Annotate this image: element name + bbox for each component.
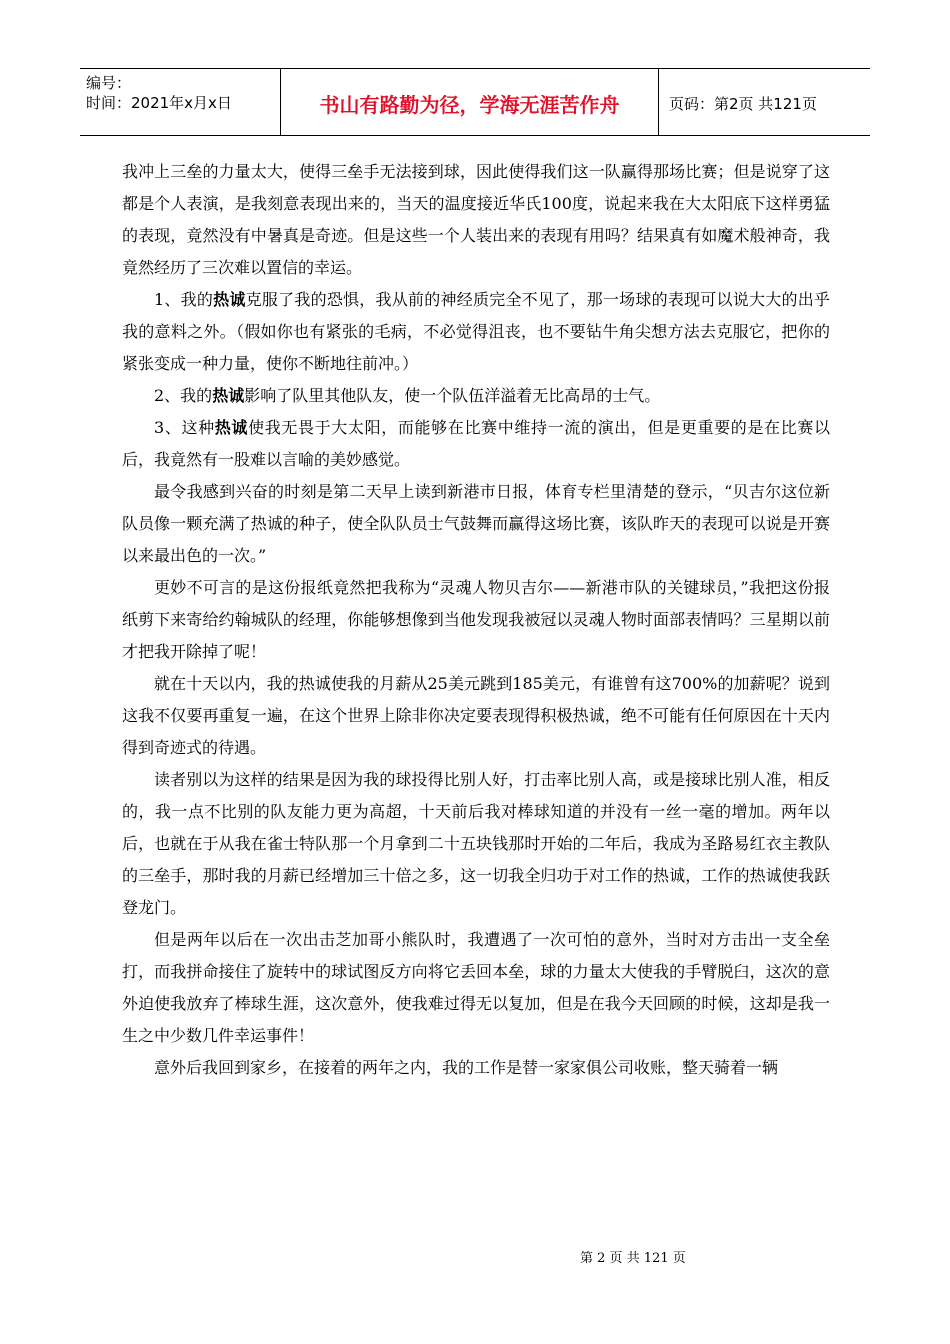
header-info-cell — [80, 69, 281, 135]
page-header — [80, 68, 870, 136]
paragraph: 1、我的热诚克服了我的恐惧，我从前的神经质完全不见了，那一场球的表现可以说大大的出乎我的意料之外。（假如你也有紧张的毛病，不必觉得沮丧，也不要钻牛角尖想方法去克服它，把你的紧张变成一种力量，使你不断地往前冲。） — [122, 290, 830, 373]
header-page-number: 页码：第2页 共121页 — [669, 94, 817, 113]
paragraph: 更妙不可言的是这份报纸竟然把我称为“灵魂人物贝吉尔——新港市队的关键球员，”我把这份报纸剪下来寄给约翰城队的经理，你能够想像到当他发现我被冠以灵魂人物时面部表情吗？三星期以前才把我开除掉了呢！ — [122, 578, 830, 661]
document-body — [122, 156, 830, 1084]
emphasis-text: 热诚 — [213, 290, 246, 309]
paragraph: 我冲上三垒的力量太大，使得三垒手无法接到球，因此使得我们这一队赢得那场比赛；但是说穿了这都是个人表演，是我刻意表现出来的，当天的温度接近华氏100度，说起来我在大太阳底下这样勇猛的表现，竟然没有中暑真是奇迹。但是这些一个人装出来的表现有用吗？结果真有如魔术般神奇，我竟然经历了三次难以置信的幸运。 — [122, 162, 830, 277]
header-motto: 书山有路勤为径，学海无涯苦作舟 — [281, 69, 659, 135]
page-footer: 第 2 页 共 121 页 — [580, 1251, 686, 1266]
emphasis-text: 热诚 — [212, 386, 245, 405]
serial-number-label: 编号： — [86, 74, 132, 92]
emphasis-text: 热诚 — [214, 418, 249, 437]
date-label: 时间：2021年x月x日 — [86, 94, 232, 112]
paragraph: 就在十天以内，我的热诚使我的月薪从25美元跳到185美元，有谁曾有这700%的加薪呢？说到这我不仅要再重复一遍，在这个世界上除非你决定要表现得积极热诚，绝不可能有任何原因在十天内得到奇迹式的待遇。 — [122, 674, 830, 757]
paragraph: 3、这种热诚使我无畏于大太阳，而能够在比赛中维持一流的演出，但是更重要的是在比赛以后，我竟然有一股难以言喻的美妙感觉。 — [122, 418, 830, 469]
paragraph: 最令我感到兴奋的时刻是第二天早上读到新港市日报，体育专栏里清楚的登示，“贝吉尔这位新队员像一颗充满了热诚的种子，使全队队员士气鼓舞而赢得这场比赛，该队昨天的表现可以说是开赛以来最出色的一次。” — [122, 482, 830, 565]
paragraph: 读者别以为这样的结果是因为我的球投得比别人好，打击率比别人高，或是接球比别人准，相反的，我一点不比别的队友能力更为高超，十天前后我对棒球知道的并没有一丝一毫的增加。两年以后，也就在于从我在雀士特队那一个月拿到二十五块钱那时开始的二年后，我成为圣路易红衣主教队的三垒手，那时我的月薪已经增加三十倍之多，这一切我全归功于对工作的热诚，工作的热诚使我跃登龙门。 — [122, 770, 830, 917]
paragraph: 意外后我回到家乡，在接着的两年之内，我的工作是替一家家俱公司收账，整天骑着一辆 — [154, 1058, 779, 1077]
paragraph: 但是两年以后在一次出击芝加哥小熊队时，我遭遇了一次可怕的意外，当时对方击出一支全垒打，而我拼命接住了旋转中的球试图反方向将它丢回本垒，球的力量太大使我的手臂脱臼，这次的意外迫使我放弃了棒球生涯，这次意外，使我难过得无以复加，但是在我今天回顾的时候，这却是我一生之中少数几件幸运事件！ — [122, 930, 830, 1045]
paragraph: 2、我的热诚影响了队里其他队友，使一个队伍洋溢着无比高昂的士气。 — [154, 386, 661, 405]
